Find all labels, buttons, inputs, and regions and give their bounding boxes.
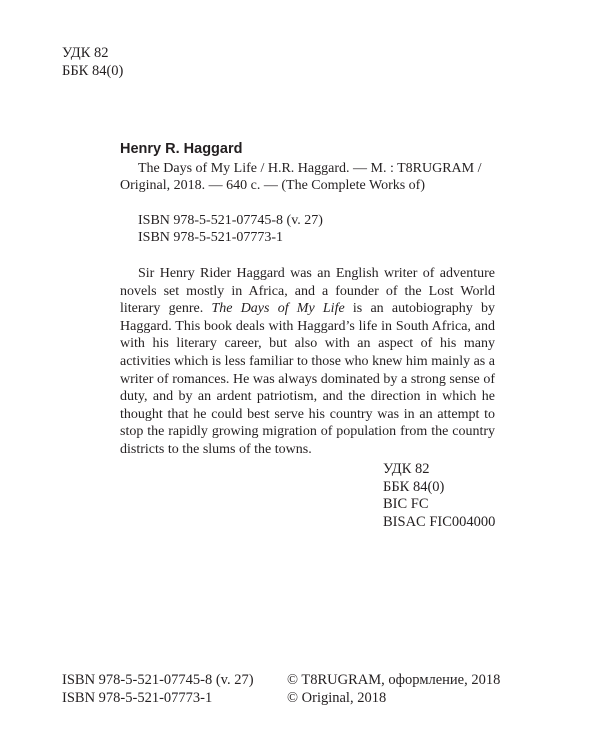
book-title-italic: The Days of My Life (211, 301, 345, 317)
copyright-original: © Original, 2018 (287, 690, 387, 706)
catalog-card (120, 141, 495, 473)
udk-code-secondary: УДК 82 (383, 461, 430, 477)
copyright-publisher: © T8RUGRAM, оформление, 2018 (287, 672, 501, 688)
description-line-1: The Days of My Life / H.R. Haggard. — M. : T8RUGRAM / (138, 160, 482, 176)
bisac-code: BISAC FIC004000 (383, 513, 496, 530)
udk-code: УДК 82 (62, 45, 109, 61)
abstract-part-2: is an autobiography by Haggard. This book deals with Haggard’s life in South Africa, and with his literary career, but also with an aspect of his many activities which is less familiar to those who knew him mainly as a writer of romances. He was always dominated by a strong sense of duty, and by an ardent patriotism, and the direction in which he thought that he could best serve his country was in an attempt to stop the rapidly growing migration of population from the country districts to the slums of the towns. (120, 301, 496, 457)
isbn-volume: ISBN 978-5-521-07745-8 (v. 27) (138, 212, 323, 228)
abstract-part-1: Sir Henry Rider Haggard was an English writer of adventure novels set mostly in Africa, and a founder of the Lost World literary genre. (120, 265, 495, 317)
footer-isbn (62, 671, 254, 707)
classification-block (383, 461, 495, 531)
bic-code: BIC FC (383, 496, 429, 513)
footer-copyright (287, 671, 500, 707)
footer-isbn-series: ISBN 978-5-521-07773-1 (62, 690, 213, 706)
bibliographic-description (120, 160, 495, 195)
author-name: Henry R. Haggard (120, 141, 243, 157)
top-classification-codes (62, 44, 123, 80)
bbk-code: ББК 84(0) (62, 63, 124, 79)
footer-isbn-volume: ISBN 978-5-521-07745-8 (v. 27) (62, 672, 254, 688)
bbk-code-secondary: ББК 84(0) (383, 478, 445, 495)
isbn-series: ISBN 978-5-521-07773-1 (138, 230, 284, 246)
description-line-2: Original, 2018. — 640 c. — (The Complete Works of) (120, 178, 426, 194)
abstract-paragraph (120, 265, 495, 459)
isbn-block (120, 212, 495, 247)
